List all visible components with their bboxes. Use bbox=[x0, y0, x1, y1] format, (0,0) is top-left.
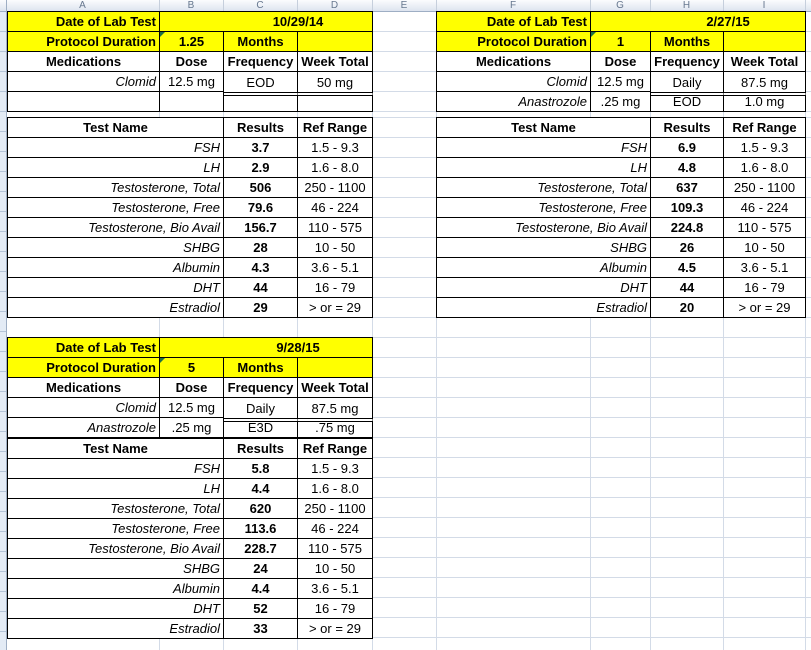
date-label-cell[interactable]: Date of Lab Test bbox=[437, 12, 591, 32]
column-header-H[interactable]: H bbox=[650, 0, 724, 11]
result-cell[interactable]: 44 bbox=[651, 278, 724, 298]
result-cell[interactable]: 506 bbox=[224, 178, 298, 198]
table-2-tests-block bbox=[436, 117, 806, 318]
test-name-cell[interactable]: Testosterone, Bio Avail bbox=[8, 218, 224, 238]
result-cell[interactable]: 2.9 bbox=[224, 158, 298, 178]
ref-range-cell[interactable]: 10 - 50 bbox=[298, 559, 373, 579]
ref-range-cell[interactable]: 1.6 - 8.0 bbox=[724, 158, 806, 178]
dose-cell[interactable]: 12.5 mg bbox=[591, 72, 651, 92]
table-1-header-block bbox=[7, 11, 373, 112]
medication-name-cell[interactable]: Anastrozole bbox=[437, 92, 591, 112]
medications-header-cell[interactable]: Medications bbox=[8, 378, 160, 398]
ref-range-cell[interactable]: 3.6 - 5.1 bbox=[298, 579, 373, 599]
test-name-cell[interactable]: SHBG bbox=[8, 238, 224, 258]
result-cell[interactable]: 109.3 bbox=[651, 198, 724, 218]
table-1-tests-block bbox=[7, 117, 373, 318]
duration-label-cell[interactable]: Protocol Duration bbox=[8, 32, 160, 52]
column-header-D[interactable]: D bbox=[297, 0, 373, 11]
result-cell[interactable]: 24 bbox=[224, 559, 298, 579]
ref-range-cell[interactable]: 1.5 - 9.3 bbox=[298, 138, 373, 158]
result-cell[interactable]: 113.6 bbox=[224, 519, 298, 539]
date-label-cell[interactable]: Date of Lab Test bbox=[8, 12, 160, 32]
medication-name-cell[interactable] bbox=[8, 92, 160, 112]
duration-value: 5 bbox=[187, 360, 196, 375]
result-cell[interactable]: 52 bbox=[224, 599, 298, 619]
result-cell[interactable]: 28 bbox=[224, 238, 298, 258]
ref-range-cell[interactable]: > or = 29 bbox=[724, 298, 806, 318]
test-name-header-cell[interactable]: Test Name bbox=[437, 118, 651, 138]
medication-name-cell[interactable]: Clomid bbox=[8, 72, 160, 92]
table-3-header-block bbox=[7, 337, 373, 438]
frequency-cell[interactable]: Daily bbox=[224, 398, 298, 418]
ref-range-header-cell[interactable]: Ref Range bbox=[298, 118, 373, 138]
test-name-header-cell[interactable]: Test Name bbox=[8, 439, 224, 459]
result-cell[interactable]: 228.7 bbox=[224, 539, 298, 559]
duration-label-cell[interactable]: Protocol Duration bbox=[437, 32, 591, 52]
test-name-cell[interactable]: Estradiol bbox=[437, 298, 651, 318]
test-name-cell[interactable]: DHT bbox=[8, 599, 224, 619]
test-name-header-cell[interactable]: Test Name bbox=[8, 118, 224, 138]
error-flag-icon bbox=[160, 32, 165, 37]
test-name-cell[interactable]: FSH bbox=[437, 138, 651, 158]
result-cell[interactable]: 26 bbox=[651, 238, 724, 258]
dose-cell[interactable]: .25 mg bbox=[160, 418, 224, 438]
column-header-F[interactable]: F bbox=[436, 0, 591, 11]
frequency-cell[interactable] bbox=[224, 92, 298, 112]
ref-range-cell[interactable]: 46 - 224 bbox=[298, 519, 373, 539]
duration-value-cell[interactable] bbox=[160, 32, 224, 52]
result-cell[interactable]: 4.8 bbox=[651, 158, 724, 178]
dose-cell[interactable]: 12.5 mg bbox=[160, 72, 224, 92]
months-cell[interactable]: Months bbox=[224, 32, 298, 52]
dose-header-cell[interactable]: Dose bbox=[160, 378, 224, 398]
ref-range-cell[interactable]: 110 - 575 bbox=[298, 539, 373, 559]
table-2-header-block bbox=[436, 11, 806, 112]
column-header-B[interactable]: B bbox=[159, 0, 224, 11]
ref-range-cell[interactable]: 1.6 - 8.0 bbox=[298, 479, 373, 499]
result-cell[interactable]: 3.7 bbox=[224, 138, 298, 158]
week-total-header-cell[interactable]: Week Total bbox=[298, 52, 373, 72]
duration-value-cell[interactable] bbox=[160, 358, 224, 378]
date-value-cell[interactable]: 2/27/15 bbox=[651, 12, 806, 32]
ref-range-header-cell[interactable]: Ref Range bbox=[298, 439, 373, 459]
frequency-header-cell[interactable]: Frequency bbox=[224, 52, 298, 72]
table-3-tests-block bbox=[7, 438, 373, 639]
ref-range-cell[interactable]: 10 - 50 bbox=[724, 238, 806, 258]
result-cell[interactable]: 33 bbox=[224, 619, 298, 639]
result-cell[interactable]: 620 bbox=[224, 499, 298, 519]
column-header-E[interactable]: E bbox=[372, 0, 437, 11]
dose-cell[interactable] bbox=[160, 92, 224, 112]
error-flag-icon bbox=[160, 358, 165, 363]
column-header-C[interactable]: C bbox=[223, 0, 298, 11]
months-cell[interactable]: Months bbox=[224, 358, 298, 378]
date-filler-cell[interactable] bbox=[160, 12, 224, 32]
result-cell[interactable]: 4.3 bbox=[224, 258, 298, 278]
ref-range-cell[interactable]: 46 - 224 bbox=[298, 198, 373, 218]
test-name-cell[interactable]: LH bbox=[8, 479, 224, 499]
test-name-cell[interactable]: Testosterone, Free bbox=[8, 198, 224, 218]
frequency-cell[interactable]: Daily bbox=[651, 72, 724, 92]
test-name-cell[interactable]: Estradiol bbox=[8, 619, 224, 639]
results-header-cell[interactable]: Results bbox=[224, 118, 298, 138]
ref-range-cell[interactable]: 3.6 - 5.1 bbox=[298, 258, 373, 278]
test-name-cell[interactable]: SHBG bbox=[437, 238, 651, 258]
result-cell[interactable]: 4.4 bbox=[224, 479, 298, 499]
frequency-header-cell[interactable]: Frequency bbox=[224, 378, 298, 398]
lab-report-table-1 bbox=[7, 11, 373, 318]
ref-range-cell[interactable]: 46 - 224 bbox=[724, 198, 806, 218]
result-cell[interactable]: 5.8 bbox=[224, 459, 298, 479]
duration-value-cell[interactable] bbox=[591, 32, 651, 52]
frequency-header-cell[interactable]: Frequency bbox=[651, 52, 724, 72]
test-name-cell[interactable]: Testosterone, Total bbox=[8, 178, 224, 198]
result-cell[interactable]: 20 bbox=[651, 298, 724, 318]
test-name-cell[interactable]: Testosterone, Bio Avail bbox=[437, 218, 651, 238]
result-cell[interactable]: 637 bbox=[651, 178, 724, 198]
medications-header-cell[interactable]: Medications bbox=[8, 52, 160, 72]
column-header-J-sliver[interactable] bbox=[805, 0, 811, 11]
ref-range-cell[interactable]: 110 - 575 bbox=[298, 218, 373, 238]
ref-range-cell[interactable]: 250 - 1100 bbox=[724, 178, 806, 198]
test-name-cell[interactable]: Testosterone, Total bbox=[437, 178, 651, 198]
date-filler-cell[interactable] bbox=[591, 12, 651, 32]
empty-yellow-cell[interactable] bbox=[724, 32, 806, 52]
week-total-cell[interactable]: 50 mg bbox=[298, 72, 373, 92]
week-total-header-cell[interactable]: Week Total bbox=[724, 52, 806, 72]
test-name-cell[interactable]: LH bbox=[437, 158, 651, 178]
week-total-cell[interactable]: 1.0 mg bbox=[724, 92, 806, 112]
frequency-cell[interactable]: EOD bbox=[224, 72, 298, 92]
row-header-strip[interactable] bbox=[0, 12, 7, 650]
date-label-cell[interactable]: Date of Lab Test bbox=[8, 338, 160, 358]
duration-value: 1.25 bbox=[178, 34, 205, 49]
test-name-cell[interactable]: Albumin bbox=[8, 258, 224, 278]
ref-range-cell[interactable]: 250 - 1100 bbox=[298, 499, 373, 519]
select-all-corner[interactable] bbox=[0, 0, 7, 11]
result-cell[interactable]: 79.6 bbox=[224, 198, 298, 218]
dose-cell[interactable]: 12.5 mg bbox=[160, 398, 224, 418]
result-cell[interactable]: 4.5 bbox=[651, 258, 724, 278]
week-total-header-cell[interactable]: Week Total bbox=[298, 378, 373, 398]
test-name-cell[interactable]: Estradiol bbox=[8, 298, 224, 318]
ref-range-cell[interactable]: 1.5 - 9.3 bbox=[298, 459, 373, 479]
ref-range-cell[interactable]: 250 - 1100 bbox=[298, 178, 373, 198]
error-flag-icon bbox=[591, 32, 596, 37]
ref-range-cell[interactable]: > or = 29 bbox=[298, 619, 373, 639]
ref-range-cell[interactable]: 16 - 79 bbox=[724, 278, 806, 298]
duration-label-cell[interactable]: Protocol Duration bbox=[8, 358, 160, 378]
result-cell[interactable]: 44 bbox=[224, 278, 298, 298]
week-total-cell[interactable] bbox=[298, 92, 373, 112]
ref-range-cell[interactable]: 16 - 79 bbox=[298, 599, 373, 619]
week-total-cell[interactable]: 87.5 mg bbox=[298, 398, 373, 418]
test-name-cell[interactable]: Albumin bbox=[437, 258, 651, 278]
column-header-I[interactable]: I bbox=[723, 0, 806, 11]
result-cell[interactable]: 156.7 bbox=[224, 218, 298, 238]
empty-yellow-cell[interactable] bbox=[298, 358, 373, 378]
result-cell[interactable]: 6.9 bbox=[651, 138, 724, 158]
week-total-cell[interactable]: 87.5 mg bbox=[724, 72, 806, 92]
test-name-cell[interactable]: DHT bbox=[8, 278, 224, 298]
date-value-cell[interactable]: 9/28/15 bbox=[224, 338, 373, 358]
dose-header-cell[interactable]: Dose bbox=[160, 52, 224, 72]
ref-range-cell[interactable]: > or = 29 bbox=[298, 298, 373, 318]
result-cell[interactable]: 4.4 bbox=[224, 579, 298, 599]
column-header-A[interactable]: A bbox=[6, 0, 160, 11]
test-name-cell[interactable]: Testosterone, Bio Avail bbox=[8, 539, 224, 559]
lab-report-table-3 bbox=[7, 337, 373, 639]
column-header-G[interactable]: G bbox=[590, 0, 651, 11]
medication-name-cell[interactable]: Clomid bbox=[437, 72, 591, 92]
test-name-cell[interactable]: Testosterone, Free bbox=[437, 198, 651, 218]
result-cell[interactable]: 224.8 bbox=[651, 218, 724, 238]
months-cell[interactable]: Months bbox=[651, 32, 724, 52]
test-name-cell[interactable]: FSH bbox=[8, 138, 224, 158]
week-total-cell[interactable]: .75 mg bbox=[298, 418, 373, 438]
medications-header-cell[interactable]: Medications bbox=[437, 52, 591, 72]
test-name-cell[interactable]: FSH bbox=[8, 459, 224, 479]
ref-range-cell[interactable]: 1.6 - 8.0 bbox=[298, 158, 373, 178]
date-filler-cell[interactable] bbox=[160, 338, 224, 358]
ref-range-cell[interactable]: 110 - 575 bbox=[724, 218, 806, 238]
ref-range-cell[interactable]: 10 - 50 bbox=[298, 238, 373, 258]
dose-header-cell[interactable]: Dose bbox=[591, 52, 651, 72]
duration-value: 1 bbox=[616, 34, 625, 49]
medication-name-cell[interactable]: Clomid bbox=[8, 398, 160, 418]
lab-report-table-2 bbox=[436, 11, 806, 318]
frequency-cell[interactable]: E3D bbox=[224, 418, 298, 438]
empty-yellow-cell[interactable] bbox=[298, 32, 373, 52]
ref-range-cell[interactable]: 3.6 - 5.1 bbox=[724, 258, 806, 278]
test-name-cell[interactable]: Albumin bbox=[8, 579, 224, 599]
results-header-cell[interactable]: Results bbox=[224, 439, 298, 459]
result-cell[interactable]: 29 bbox=[224, 298, 298, 318]
dose-cell[interactable]: .25 mg bbox=[591, 92, 651, 112]
test-name-cell[interactable]: LH bbox=[8, 158, 224, 178]
ref-range-header-cell[interactable]: Ref Range bbox=[724, 118, 806, 138]
test-name-cell[interactable]: SHBG bbox=[8, 559, 224, 579]
date-value-cell[interactable]: 10/29/14 bbox=[224, 12, 373, 32]
frequency-cell[interactable]: EOD bbox=[651, 92, 724, 112]
medication-name-cell[interactable]: Anastrozole bbox=[8, 418, 160, 438]
ref-range-cell[interactable]: 16 - 79 bbox=[298, 278, 373, 298]
ref-range-cell[interactable]: 1.5 - 9.3 bbox=[724, 138, 806, 158]
test-name-cell[interactable]: Testosterone, Total bbox=[8, 499, 224, 519]
test-name-cell[interactable]: Testosterone, Free bbox=[8, 519, 224, 539]
results-header-cell[interactable]: Results bbox=[651, 118, 724, 138]
test-name-cell[interactable]: DHT bbox=[437, 278, 651, 298]
